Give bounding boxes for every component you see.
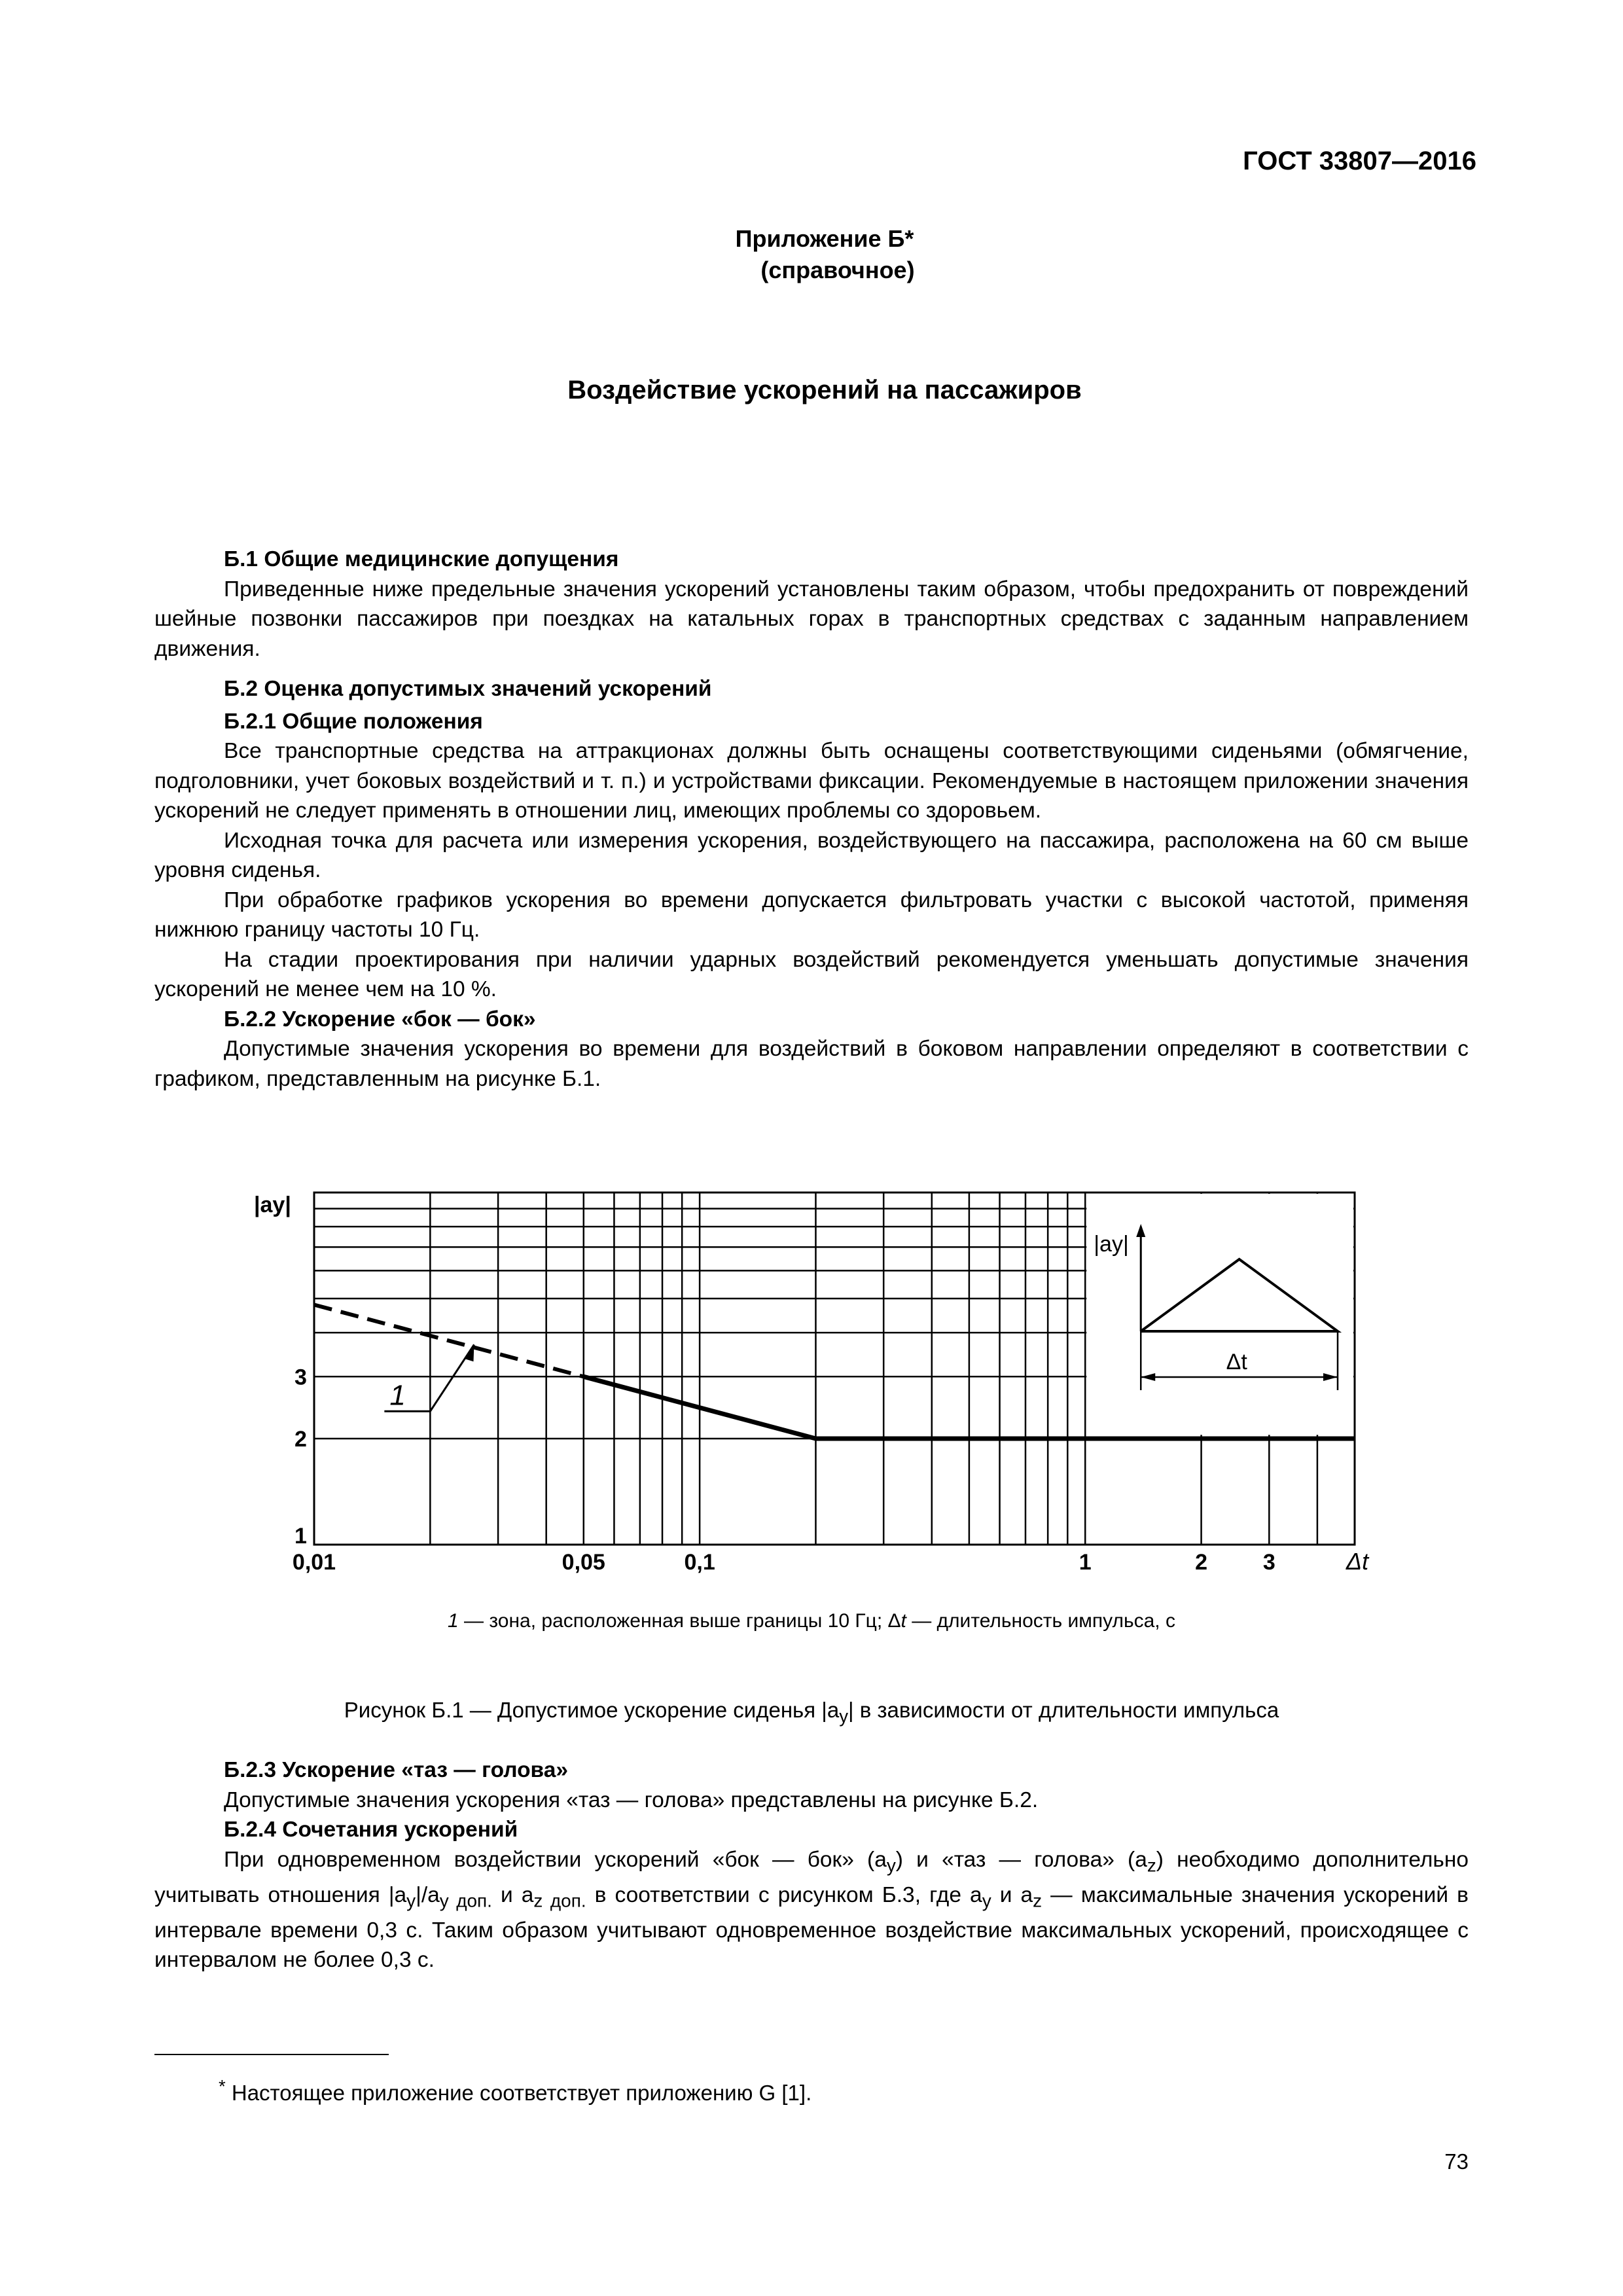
caption-text-b: в зависимости от длительности импульса — [853, 1698, 1279, 1722]
b24-part: и a — [491, 1882, 534, 1907]
caption-sub: y — [839, 1706, 848, 1727]
appendix-name: Приложение Б* — [735, 225, 914, 252]
legend-tail: — длительность импульса, с — [906, 1610, 1175, 1632]
b24-part: При одновременном воздействии ускорений «бок — бок» (a — [224, 1847, 887, 1872]
section-b21-paragraph-3: При обработке графиков ускорения во времени допускается фильтровать участки с высокой частотой, применяя нижнюю границу частоты 10 Гц. — [154, 888, 1469, 942]
x-tick-label: 0,1 — [684, 1550, 715, 1575]
series-line-1 — [314, 1304, 584, 1376]
inset-ylabel: |ay| — [1094, 1232, 1129, 1257]
b24-sub: z — [1147, 1855, 1156, 1876]
x-tick-label: 3 — [1262, 1550, 1275, 1575]
section-b21-paragraph-4: На стадии проектирования при наличии ударных воздействий рекомендуется уменьшать допустимые значения ускорений не менее чем на 10 %. — [154, 947, 1469, 1001]
annotation-leader — [430, 1344, 474, 1411]
b24-part: — максимальные значения ускорений в интервале времени 0,3 с. Таким образом учитывают одновременное воздействие максимальных ускорений, происходящее с интервалом не более 0,3 с. — [154, 1882, 1469, 1973]
y-tick-label: 2 — [294, 1427, 307, 1452]
appendix-type: (справочное) — [760, 257, 915, 283]
y-tick-label: 3 — [294, 1365, 307, 1390]
b24-sub: z — [1033, 1890, 1043, 1911]
text-block-top — [154, 545, 1469, 1094]
footnote-mark: * — [219, 2076, 226, 2096]
section-b22-text: Допустимые значения ускорения во времени для воздействий в боковом направлении определяют в соответствии с графиком, представленным на рисунке Б.1. — [154, 1037, 1469, 1091]
section-b21-heading: Б.2.1 Общие положения — [224, 709, 483, 734]
section-b21-paragraph-1: Все транспортные средства на аттракционах должны быть оснащены соответствующими сиденьями (обмягчение, подголовники, учет боковых воздействий и т. п.) и устройствами фиксации. Рекомендуемые в настоящем приложении значения ускорений не следует применять в отношении лиц, имеющих проблемы со здоровьем. — [154, 739, 1469, 823]
inset-dim-label: Δt — [1226, 1350, 1247, 1374]
annotation-arrowhead — [465, 1344, 474, 1361]
b24-part: ) и «таз — голова» (a — [895, 1847, 1147, 1872]
x-axis-label: Δt — [1346, 1548, 1369, 1575]
section-b23-heading: Б.2.3 Ускорение «таз — голова» — [224, 1758, 568, 1782]
b24-sub: y — [886, 1855, 896, 1876]
footnote-text: Настоящее приложение соответствует приложению G [1]. — [231, 2081, 812, 2105]
standard-number: ГОСТ 33807—2016 — [1243, 147, 1476, 175]
legend-text: — зона, расположенная выше границы 10 Гц; Δ — [458, 1610, 901, 1632]
x-tick-label: 2 — [1195, 1550, 1208, 1575]
figure-legend — [0, 1610, 1623, 1632]
section-b1-heading: Б.1 Общие медицинские допущения — [224, 547, 619, 571]
caption-abs: |a — [821, 1698, 840, 1722]
b24-sub: z доп. — [533, 1890, 586, 1911]
section-b2-heading: Б.2 Оценка допустимых значений ускорений — [224, 677, 712, 701]
x-tick-label: 1 — [1079, 1550, 1092, 1575]
section-b24-text — [154, 1845, 1469, 1975]
b24-sub: y — [982, 1890, 991, 1911]
x-tick-label: 0,01 — [292, 1550, 336, 1575]
caption-close: | — [847, 1698, 854, 1722]
chart-inset — [1086, 1194, 1353, 1435]
section-b1-text: Приведенные ниже предельные значения ускорений установлены таким образом, чтобы предохранить от повреждений шейные позвонки пассажиров при поездках на катальных горах в транспортных средствах с заданным направлением движения. — [154, 577, 1469, 661]
text-block-bottom — [154, 1755, 1469, 1975]
section-b24-heading: Б.2.4 Сочетания ускорений — [224, 1818, 518, 1842]
x-tick-label: 0,05 — [562, 1550, 605, 1575]
page-number: 73 — [1444, 2149, 1469, 2174]
legend-t: t — [901, 1610, 906, 1632]
annotation-label: 1 — [389, 1379, 406, 1412]
b24-sub: y доп. — [439, 1890, 492, 1911]
section-b23-text: Допустимые значения ускорения «таз — голова» представлены на рисунке Б.2. — [224, 1787, 1039, 1812]
y-axis-label: |ay| — [254, 1193, 291, 1217]
b24-part: и a — [991, 1882, 1033, 1907]
section-b22-heading: Б.2.2 Ускорение «бок — бок» — [224, 1007, 536, 1031]
footnote — [219, 2076, 812, 2106]
legend-number: 1 — [448, 1610, 459, 1632]
caption-text-a: Рисунок Б.1 — Допустимое ускорение сиденья — [344, 1698, 822, 1722]
footnote-divider — [154, 2054, 389, 2055]
acceleration-chart — [249, 1165, 1387, 1597]
b24-part: |/a — [416, 1882, 440, 1907]
figure-caption — [0, 1698, 1623, 1727]
section-b21-paragraph-2: Исходная точка для расчета или измерения ускорения, воздействующего на пассажира, расположена на 60 см выше уровня сиденья. — [154, 828, 1469, 882]
b24-part: в соответствии с рисунком Б.3, где a — [586, 1882, 982, 1907]
y-tick-label: 1 — [294, 1524, 307, 1549]
b24-part: ) необходимо дополнительно учитывать отношения |a — [154, 1847, 1469, 1907]
b24-sub: y — [406, 1890, 416, 1911]
page-title: Воздействие ускорений на пассажиров — [567, 376, 1082, 404]
